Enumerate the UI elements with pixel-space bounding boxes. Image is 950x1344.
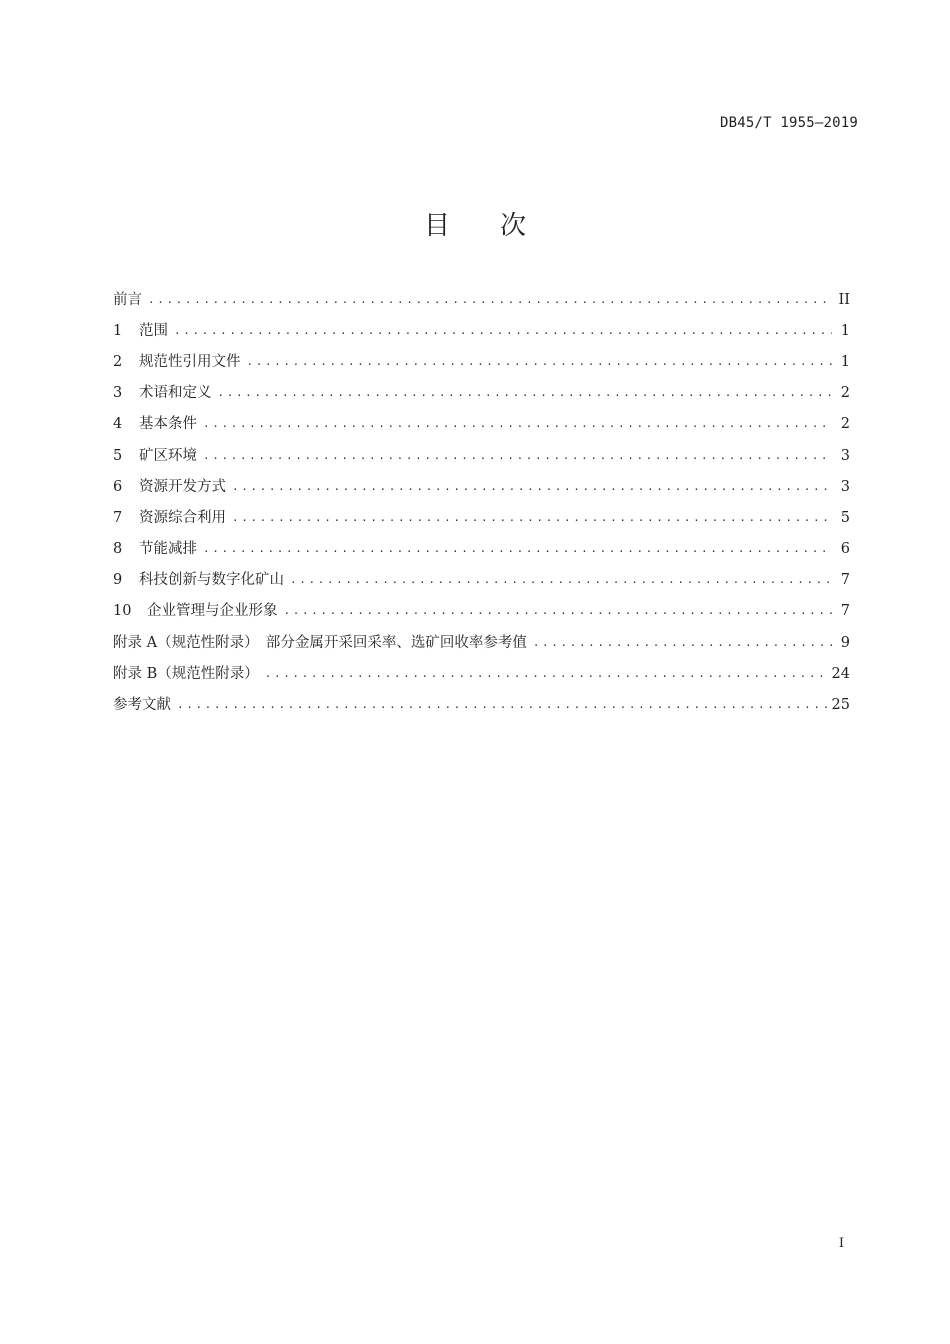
toc-entry-title: 术语和定义 xyxy=(139,385,212,402)
toc-entry-1[interactable] xyxy=(113,315,850,346)
toc-entry-number: 10 xyxy=(113,603,132,620)
toc-entry-title: 企业管理与企业形象 xyxy=(147,603,278,620)
toc-entry-10[interactable] xyxy=(113,596,850,627)
table-of-contents xyxy=(113,284,850,721)
toc-entry-appendix-b[interactable] xyxy=(113,658,850,689)
toc-leader-dots xyxy=(265,664,828,684)
toc-entry-number: 1 xyxy=(113,322,123,339)
toc-entry-6[interactable] xyxy=(113,471,850,502)
toc-entry-number: 6 xyxy=(113,478,123,495)
toc-leader-dots xyxy=(232,508,832,528)
toc-entry-7[interactable] xyxy=(113,502,850,533)
page-number: I xyxy=(838,1236,844,1251)
toc-leader-dots xyxy=(174,321,832,341)
toc-entry-page: 3 xyxy=(840,478,850,495)
toc-entry-foreword[interactable] xyxy=(113,284,850,315)
toc-entry-title: 矿区环境 xyxy=(139,447,197,464)
toc-entry-title: 附录 B（规范性附录） xyxy=(113,665,259,682)
toc-entry-3[interactable] xyxy=(113,378,850,409)
toc-entry-4[interactable] xyxy=(113,409,850,440)
toc-entry-number: 5 xyxy=(113,447,123,464)
toc-entry-title: 规范性引用文件 xyxy=(139,353,241,370)
toc-entry-page: 2 xyxy=(840,385,850,402)
toc-entry-page: 1 xyxy=(840,322,850,339)
toc-leader-dots xyxy=(177,695,828,715)
toc-entry-number: 4 xyxy=(113,416,123,433)
toc-entry-number: 2 xyxy=(113,353,123,370)
toc-leader-dots xyxy=(218,383,833,403)
toc-leader-dots xyxy=(284,601,833,621)
page-title xyxy=(0,205,950,242)
toc-leader-dots xyxy=(232,477,832,497)
standard-code: DB45/T 1955—2019 xyxy=(719,115,858,131)
toc-entry-title: 前言 xyxy=(113,291,142,308)
toc-entry-title: 资源综合利用 xyxy=(139,509,226,526)
toc-entry-title: 参考文献 xyxy=(113,697,171,714)
toc-entry-page: 7 xyxy=(840,572,850,589)
toc-leader-dots xyxy=(290,570,832,590)
toc-entry-page: 2 xyxy=(840,416,850,433)
toc-entry-9[interactable] xyxy=(113,565,850,596)
toc-leader-dots xyxy=(203,446,832,466)
toc-entry-page: 9 xyxy=(840,634,850,651)
toc-leader-dots xyxy=(203,539,832,559)
toc-entry-title: 基本条件 xyxy=(139,416,197,433)
toc-entry-title: 资源开发方式 xyxy=(139,478,226,495)
title-char-1: 目 xyxy=(423,211,450,241)
toc-entry-page: 6 xyxy=(840,541,850,558)
toc-entry-title: 科技创新与数字化矿山 xyxy=(139,572,284,589)
toc-leader-dots xyxy=(533,633,832,653)
toc-entry-page: 1 xyxy=(840,353,850,370)
toc-leader-dots xyxy=(247,352,833,372)
toc-leader-dots xyxy=(148,290,832,310)
toc-entry-page: 25 xyxy=(831,697,850,714)
toc-entry-number: 3 xyxy=(113,385,123,402)
toc-entry-number: 8 xyxy=(113,541,123,558)
toc-entry-5[interactable] xyxy=(113,440,850,471)
toc-entry-title: 节能减排 xyxy=(139,541,197,558)
toc-entry-page: 24 xyxy=(831,665,850,682)
title-char-2: 次 xyxy=(500,211,527,241)
toc-entry-page: II xyxy=(838,291,850,308)
toc-entry-2[interactable] xyxy=(113,346,850,377)
toc-entry-page: 5 xyxy=(840,509,850,526)
toc-entry-references[interactable] xyxy=(113,689,850,720)
toc-entry-appendix-a[interactable] xyxy=(113,627,850,658)
toc-entry-page: 7 xyxy=(840,603,850,620)
toc-entry-title: 范围 xyxy=(139,322,168,339)
toc-entry-number: 7 xyxy=(113,509,123,526)
toc-entry-number: 9 xyxy=(113,572,123,589)
toc-entry-8[interactable] xyxy=(113,534,850,565)
toc-entry-page: 3 xyxy=(840,447,850,464)
toc-entry-title: 附录 A（规范性附录） 部分金属开采回采率、选矿回收率参考值 xyxy=(113,634,527,651)
toc-leader-dots xyxy=(203,414,832,434)
